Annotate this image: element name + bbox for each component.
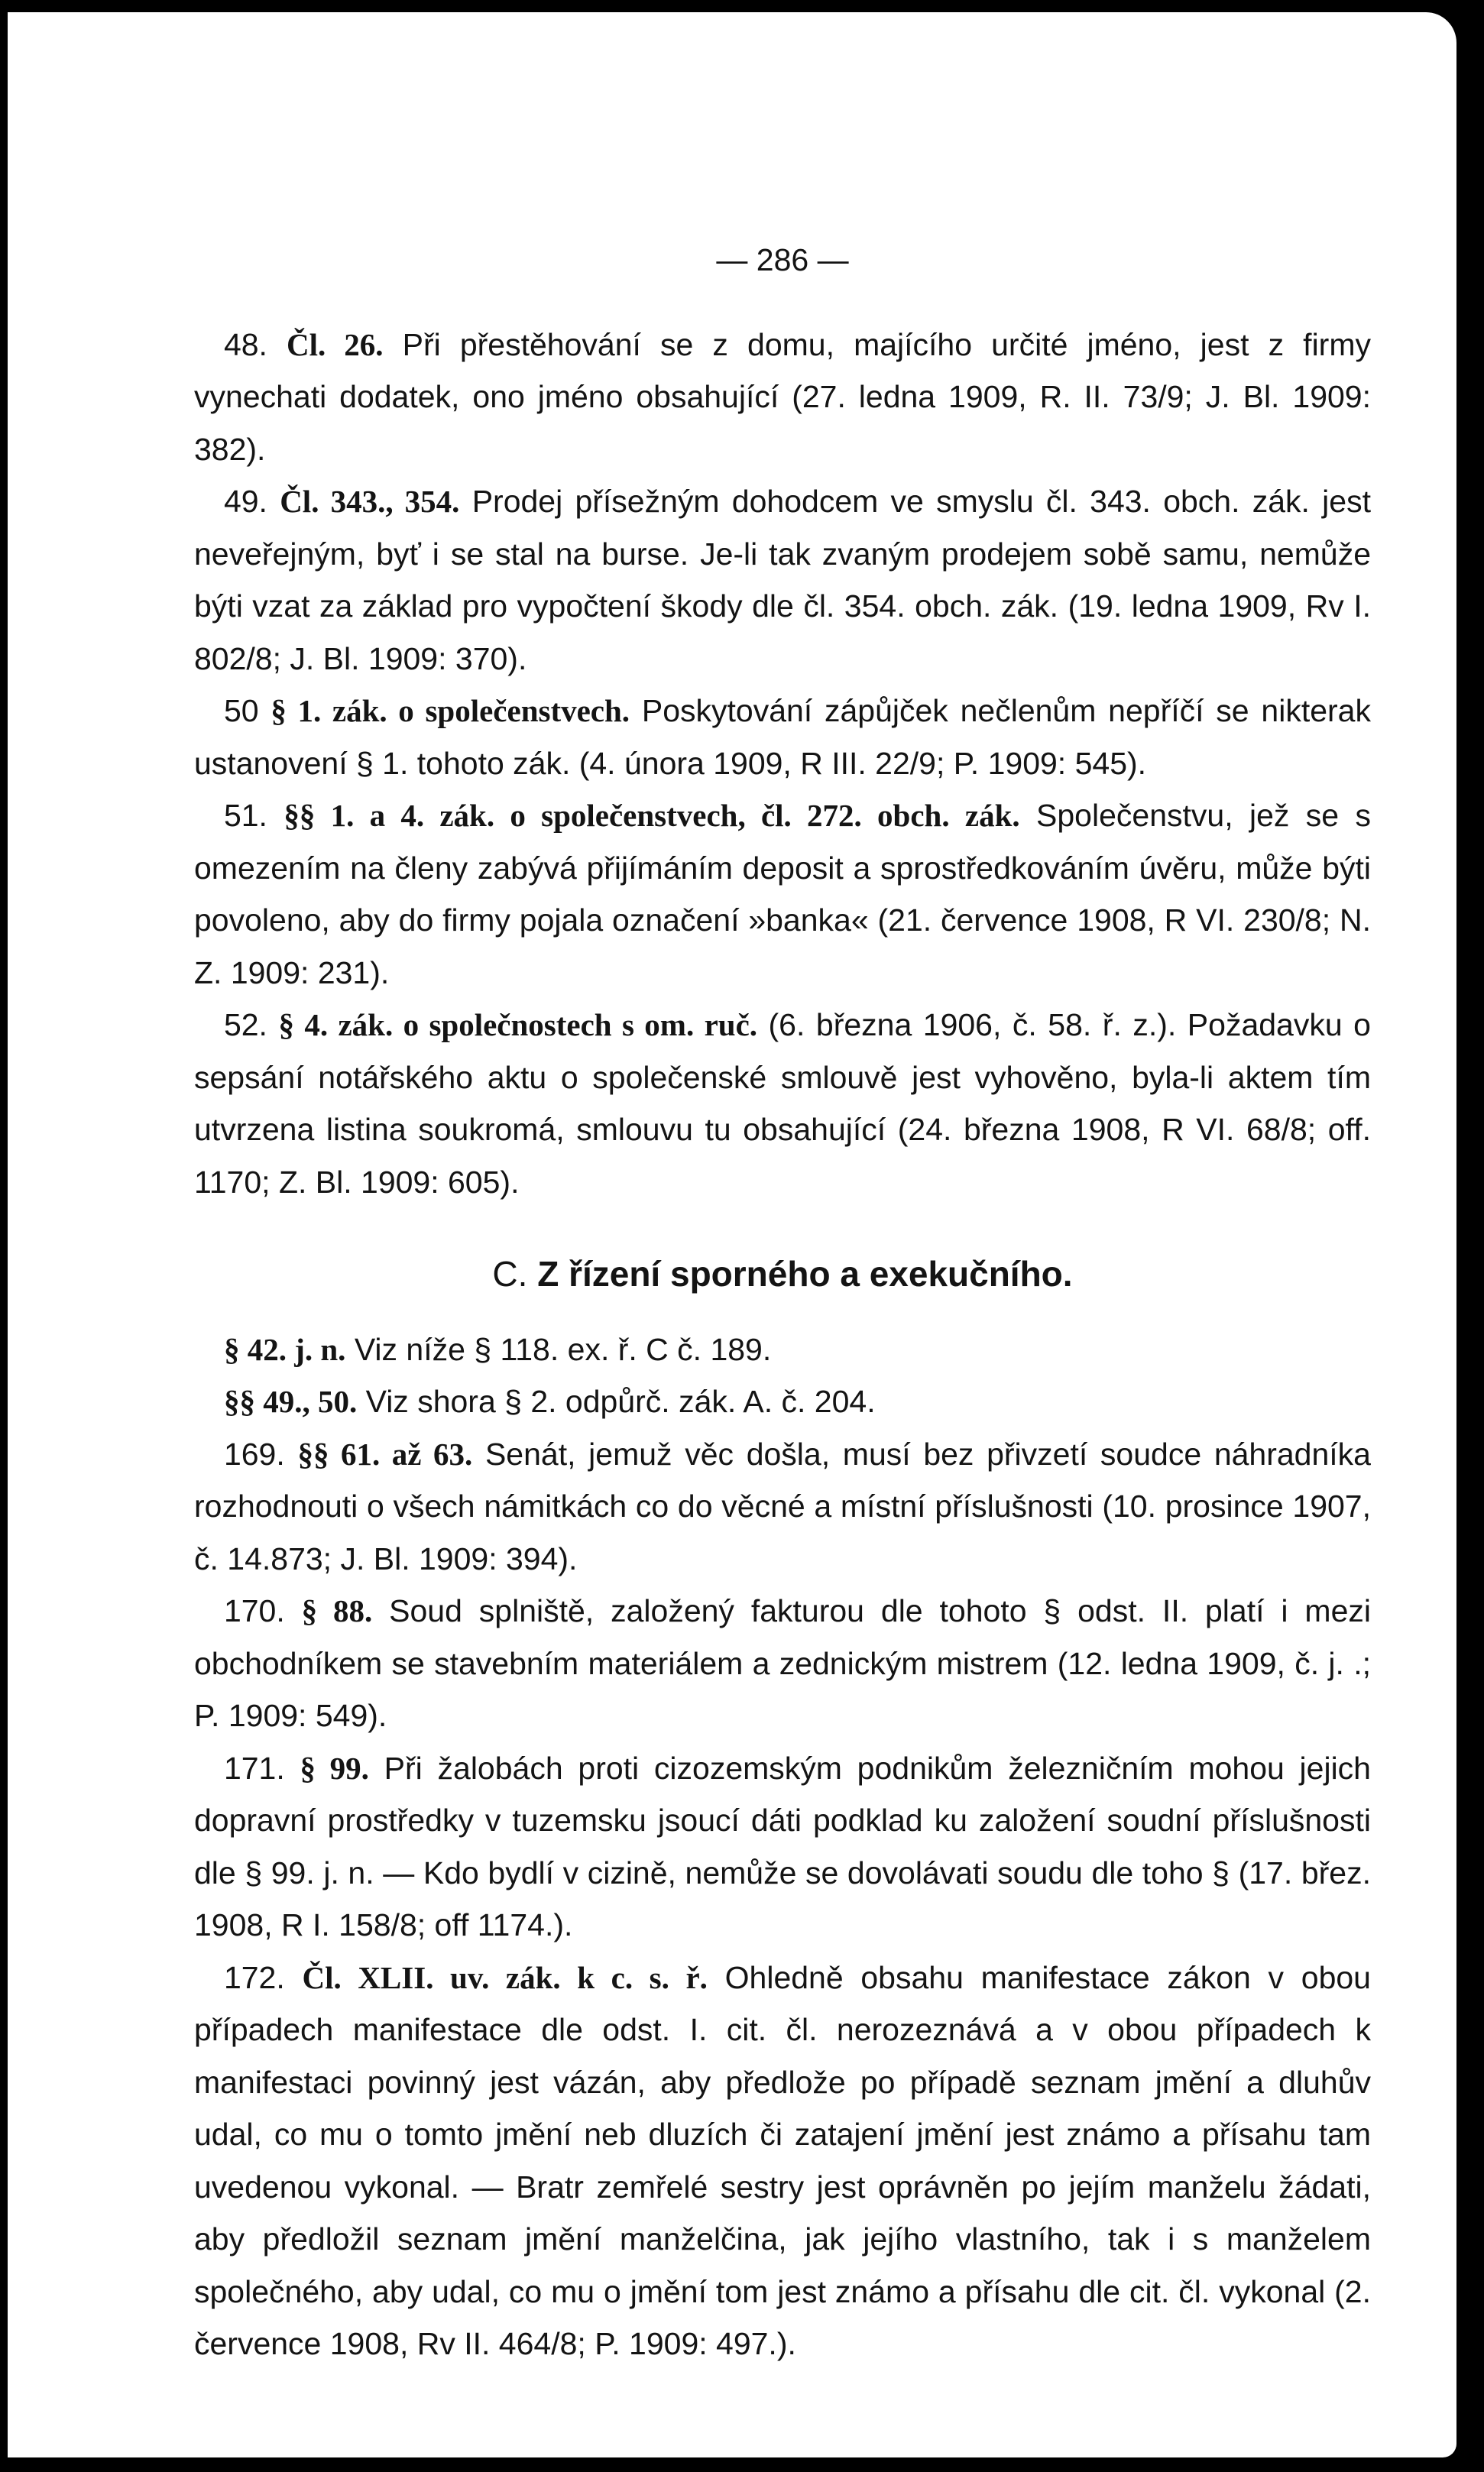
section-letter: C. xyxy=(492,1254,528,1294)
entries-after-section xyxy=(194,1323,1371,2370)
entry-paragraph xyxy=(194,1585,1371,1742)
entry-paragraph xyxy=(194,1428,1371,1586)
entry-reference: §§ 1. a 4. zák. o společenstvech, čl. 272. obch. zák. xyxy=(284,798,1020,833)
entry-paragraph xyxy=(194,1742,1371,1952)
entry-text: Viz shora § 2. odpůrč. zák. A. č. 204. xyxy=(365,1384,876,1419)
entry-reference: Čl. 26. xyxy=(287,326,384,362)
entry-number: 171. xyxy=(223,1750,285,1786)
entry-text: Poskytování zápůjček nečlenům nepříčí se nikterak ustanovení § 1. tohoto zák. (4. února 1909, R III. 22/9; P. 1909: 545). xyxy=(194,693,1371,781)
entry-paragraph xyxy=(194,789,1371,999)
entry-paragraph xyxy=(194,1952,1371,2370)
scanned-page xyxy=(8,12,1456,2457)
page-content xyxy=(194,234,1371,2370)
entry-reference: §§ 49., 50. xyxy=(223,1384,358,1419)
entry-text: (6. března 1906, č. 58. ř. z.). Požadavku o sepsání notářského aktu o společenské smlouvě jest vyhověno, byla-li aktem tím utvrzena listina soukromá, smlouvu tu obsahující (24. března 1908, R VI. 68/8; off. 1170; Z. Bl. 1909: 605). xyxy=(194,1007,1371,1200)
entry-number: 50 xyxy=(223,693,259,728)
entry-number: 170. xyxy=(223,1593,285,1628)
entry-paragraph xyxy=(194,1375,1371,1428)
entry-paragraph xyxy=(194,999,1371,1208)
entry-paragraph xyxy=(194,319,1371,476)
entry-reference: § 99. xyxy=(300,1750,369,1786)
section-heading xyxy=(194,1248,1371,1301)
entry-text: Viz níže § 118. ex. ř. C č. 189. xyxy=(354,1331,772,1367)
entry-reference: §§ 61. až 63. xyxy=(297,1436,473,1472)
entry-number: 169. xyxy=(223,1436,285,1472)
entry-reference: Čl. 343., 354. xyxy=(280,484,460,519)
entry-reference: § 88. xyxy=(301,1593,373,1628)
entry-paragraph xyxy=(194,1323,1371,1376)
entry-paragraph xyxy=(194,475,1371,685)
entry-number: 52. xyxy=(223,1007,267,1042)
page-number: — 286 — xyxy=(716,242,849,277)
entry-number: 48. xyxy=(223,326,267,362)
entry-paragraph xyxy=(194,685,1371,789)
entry-text: Senát, jemuž věc došla, musí bez přivzetí soudce náhradníka rozhodnouti o všech námitkách co do věcné a místní příslušnosti (10. prosince 1907, č. 14.873; J. Bl. 1909: 394). xyxy=(194,1436,1371,1576)
section-title: Z řízení sporného a exekučního. xyxy=(537,1254,1073,1294)
entry-text: Při žalobách proti cizozemským podnikům železničním mohou jejich dopravní prostředky v tuzemsku jsoucí dáti podklad ku založení soudní příslušnosti dle § 99. j. n. — Kdo bydlí v cizině, nemůže se dovolávati soudu dle toho § (17. břez. 1908, R I. 158/8; off 1174.). xyxy=(194,1750,1371,1942)
entry-reference: § 42. j. n. xyxy=(223,1331,346,1367)
entry-text: Soud splniště, založený fakturou dle tohoto § odst. II. platí i mezi obchodníkem se stavebním materiálem a zednickým mistrem (12. ledna 1909, č. j. .; P. 1909: 549). xyxy=(194,1593,1371,1733)
entries-before-section xyxy=(194,319,1371,1209)
entry-number: 49. xyxy=(223,484,267,519)
entry-text: Ohledně obsahu manifestace zákon v obou případech manifestace dle odst. I. cit. čl. nerozeznává a v obou případech k manifestaci povinný jest vázán, aby předlože po případě seznam jmění a dluhův udal, co mu o tomto jmění neb dluzích či zatajení jmění jest známo a přísahu tam uvedenou vykonal. — Bratr zemřelé sestry jest oprávněn po jejím manželu žádati, aby předložil seznam jmění manželčina, jak jejího vlastního, tak i s manželem společného, aby udal, co mu o jmění tom jest známo a přísahu dle cit. čl. vykonal (2. července 1908, Rv II. 464/8; P. 1909: 497.). xyxy=(194,1959,1371,2361)
entry-reference: Čl. XLII. uv. zák. k c. s. ř. xyxy=(302,1959,708,1995)
entry-reference: § 1. zák. o společenstvech. xyxy=(271,693,630,728)
entry-reference: § 4. zák. o společnostech s om. ruč. xyxy=(278,1007,758,1042)
entry-number: 172. xyxy=(223,1959,285,1995)
entry-number: 51. xyxy=(223,798,267,833)
entry-text: Společenstvu, jež se s omezením na členy zabývá přijímáním deposit a sprostředkováním úvěru, může býti povoleno, aby do firmy pojala označení »banka« (21. července 1908, R VI. 230/8; N. Z. 1909: 231). xyxy=(194,798,1371,990)
entry-text: Prodej přísežným dohodcem ve smyslu čl. 343. obch. zák. jest neveřejným, byť i se stal na burse. Je-li tak zvaným prodejem sobě samu, nemůže býti vzat za základ pro vypočtení škody dle čl. 354. obch. zák. (19. ledna 1909, Rv I. 802/8; J. Bl. 1909: 370). xyxy=(194,484,1371,676)
entry-text: Při přestěhování se z domu, majícího určité jméno, jest z firmy vynechati dodatek, ono jméno obsahující (27. ledna 1909, R. II. 73/9; J. Bl. 1909: 382). xyxy=(194,326,1371,467)
